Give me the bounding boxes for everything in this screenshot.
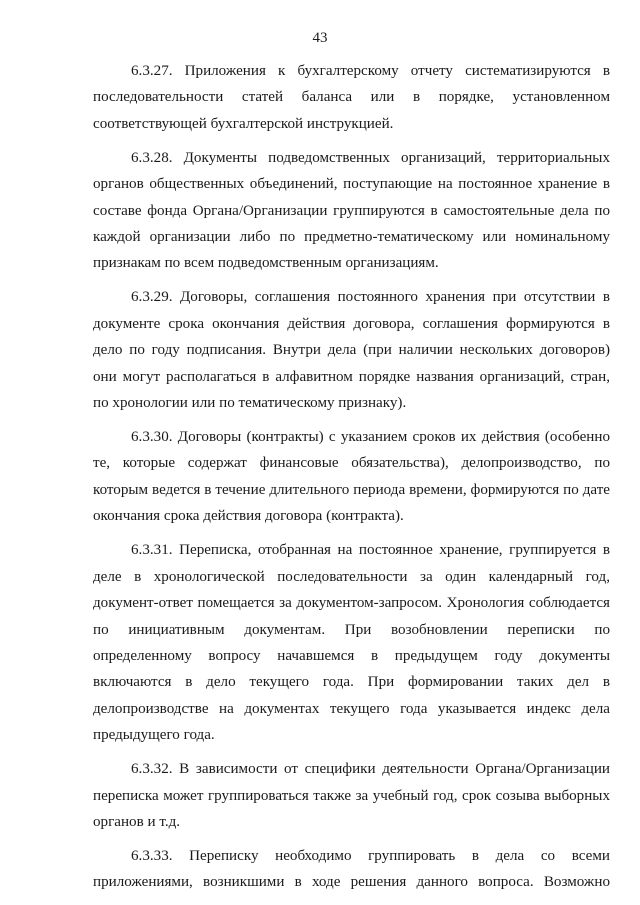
- paragraph-6-3-33: 6.3.33. Переписку необходимо группировать в дела со всеми приложениями, возникшими в ходе решения данного вопроса. Возможно: [93, 847, 610, 891]
- page-number: 43: [312, 30, 328, 46]
- document-body: [93, 58, 610, 903]
- paragraph-6-3-31: 6.3.31. Переписка, отобранная на постоянное хранение, группируется в деле в хронологической последовательности за один календарный год, документ-ответ помещается за документом-запросом. Хронология соблюдается по инициативным документам. При возобновлении переписки по определенному вопросу начавшемся в предыдущем году документы включаются в дело текущего года. При формировании таких дел в делопроизводстве на документах текущего года указывается индекс дела предыдущего года.: [93, 542, 610, 744]
- paragraph-6-3-30: 6.3.30. Договоры (контракты) с указанием сроков их действия (особенно те, которые содержат финансовые обязательства), делопроизводство, по которым ведется в течение длительного периода времени, формируются по дате окончания срока действия договора (контракта).: [93, 429, 610, 525]
- paragraph-6-3-27: 6.3.27. Приложения к бухгалтерскому отчету систематизируются в последовательности статей баланса или в порядке, установленном соответствующей бухгалтерской инструкцией.: [93, 63, 610, 132]
- paragraph-6-3-32: 6.3.32. В зависимости от специфики деятельности Органа/Организации переписка может группироваться также за учебный год, срок созыва выборных органов и т.д.: [93, 761, 610, 830]
- paragraph-6-3-28: 6.3.28. Документы подведомственных организаций, территориальных органов общественных объединений, поступающие на постоянное хранение в составе фонда Органа/Организации группируются в самостоятельные дела по каждой организации либо по предметно-тематическому или номинальному признакам по всем подведомственным организациям.: [93, 149, 610, 272]
- paragraph-6-3-29: 6.3.29. Договоры, соглашения постоянного хранения при отсутствии в документе срока окончания действия договора, соглашения формируются в дело по году подписания. Внутри дела (при наличии нескольких договоров) они могут располагаться в алфавитном порядке названия организаций, стран, по хронологии или по тематическому признаку).: [93, 289, 610, 412]
